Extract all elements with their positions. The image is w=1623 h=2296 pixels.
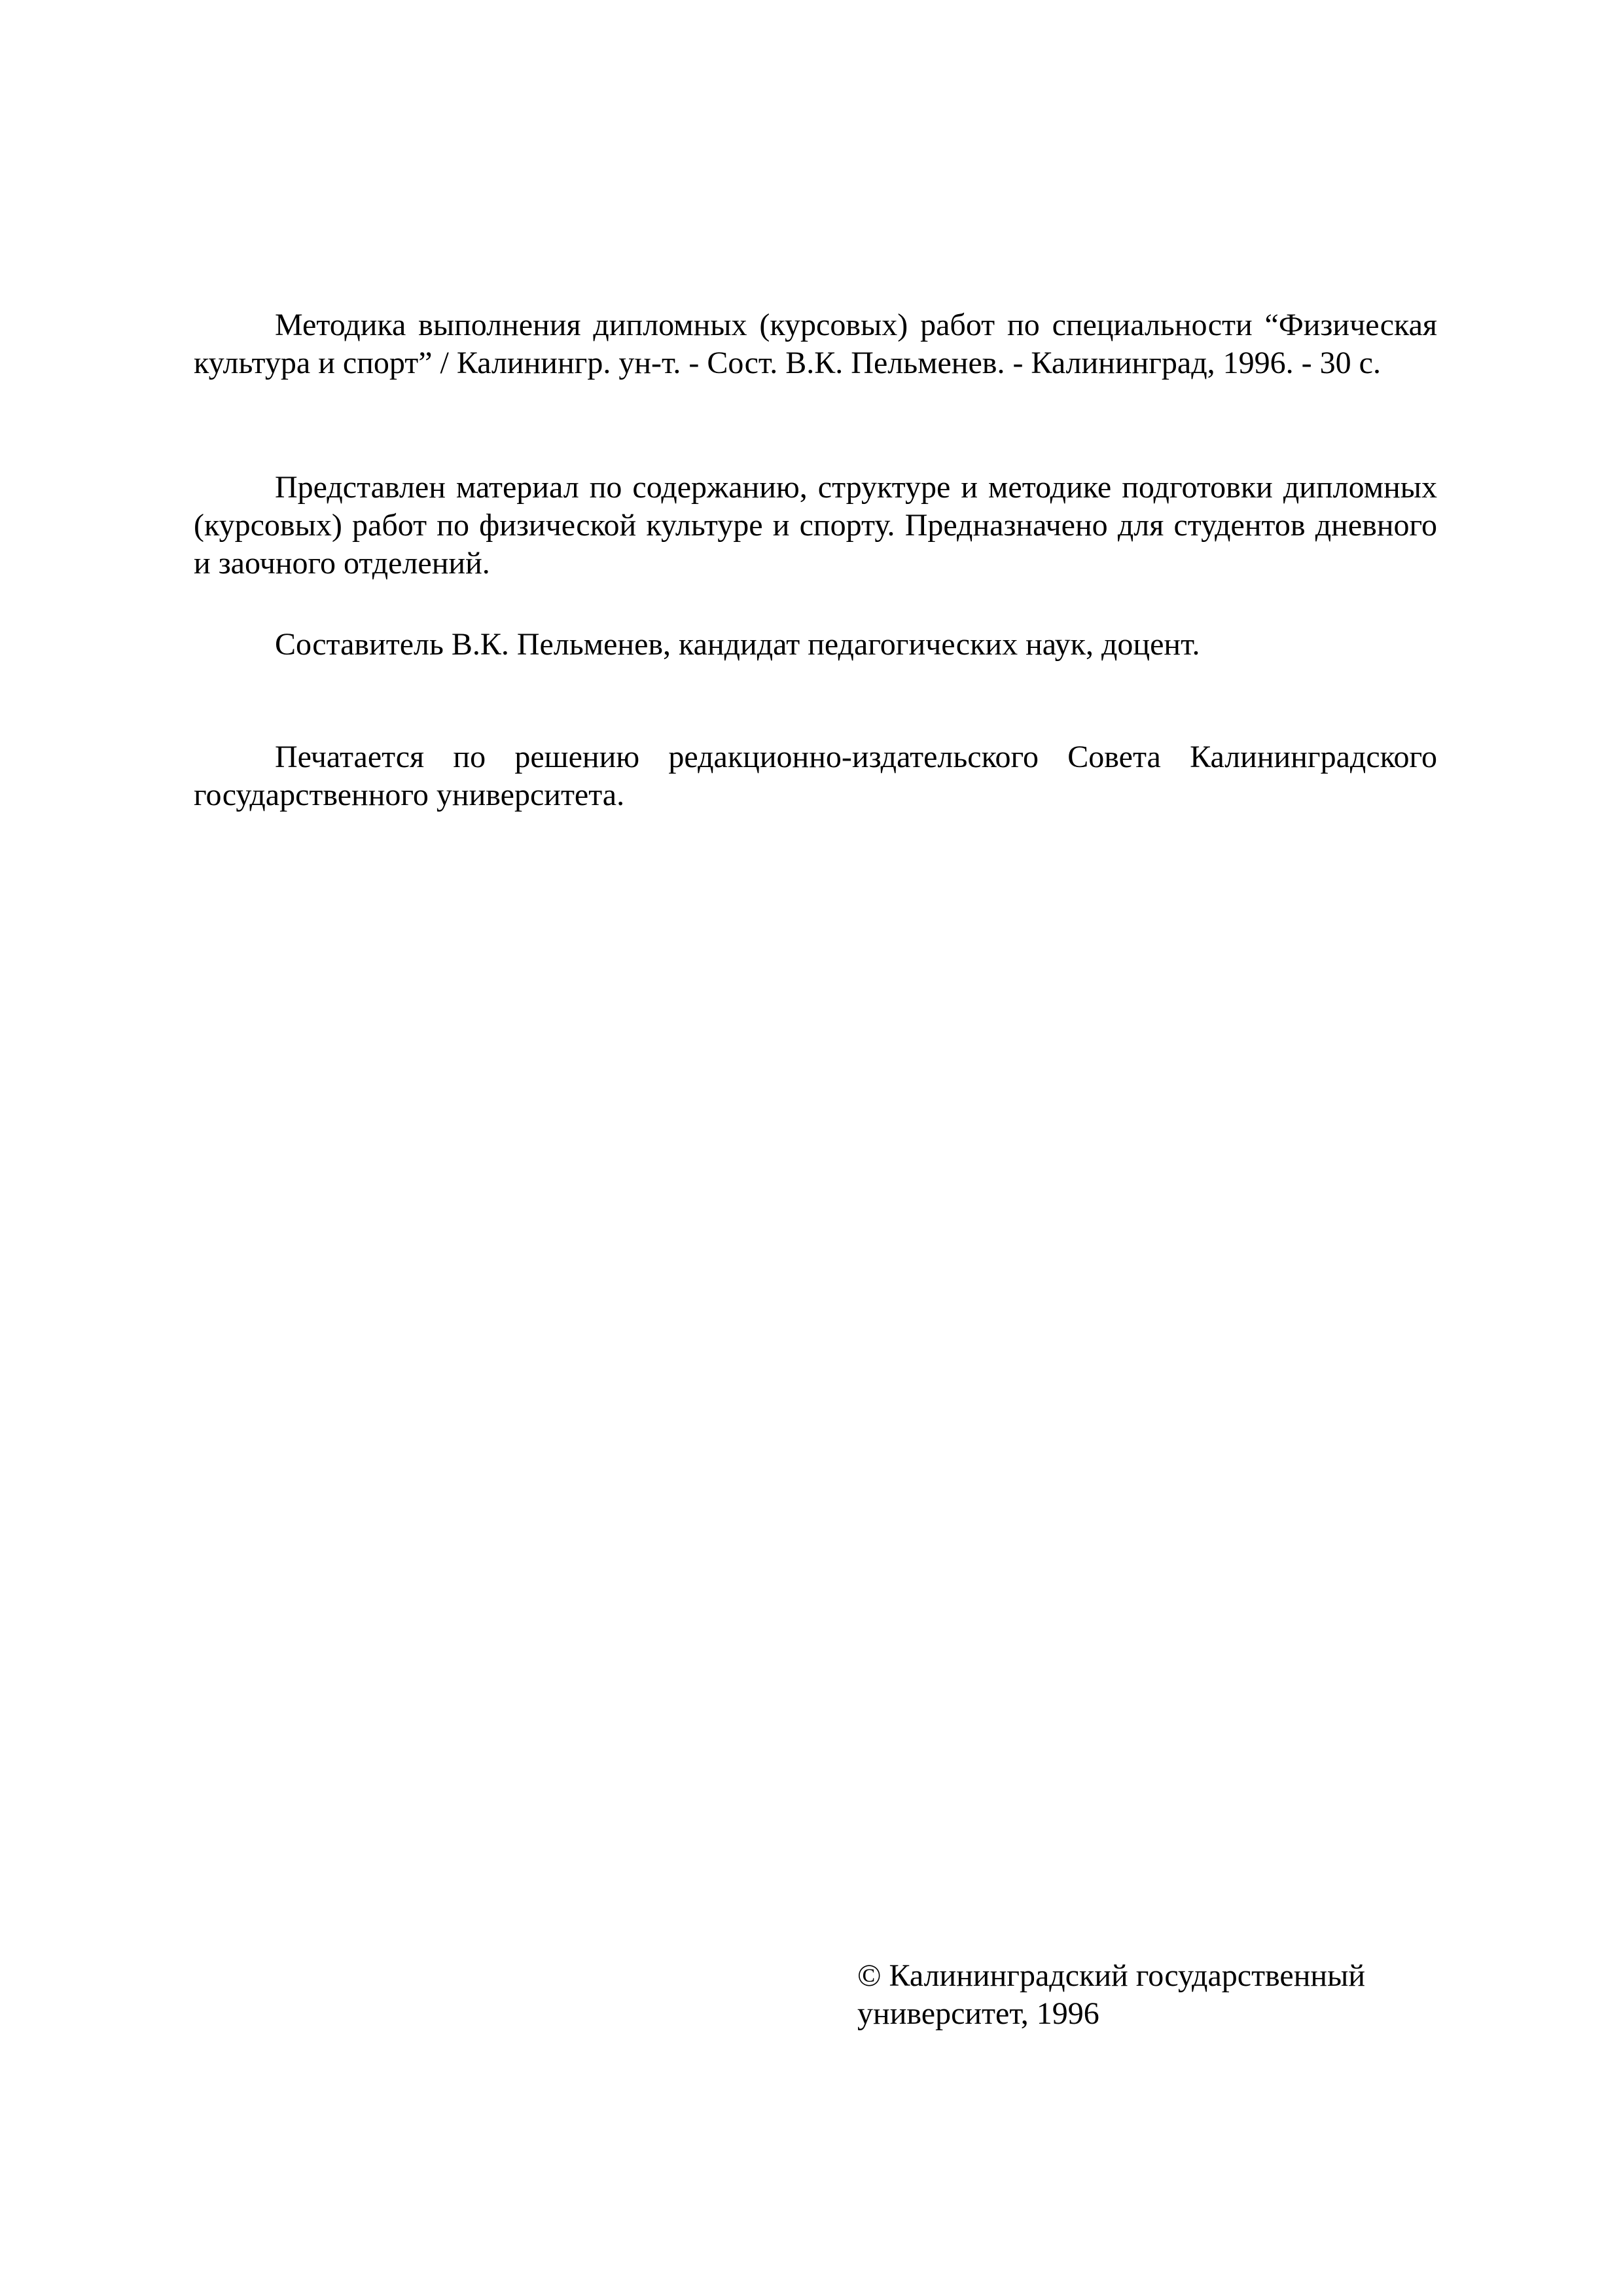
compiler-line: Составитель В.К. Пельменев, кандидат педагогических наук, доцент.: [275, 627, 1200, 662]
bibliographic-citation: Методика выполнения дипломных (курсовых) работ по специальности “Физическая культура и спорт” / Калинингр. ун-т. - Сост. В.К. Пельменев. - Калининград, 1996. - 30 с.: [194, 308, 1437, 380]
annotation-paragraph: Представлен материал по содержанию, структуре и методике подготовки дипломных (курсовых) работ по физической культуре и спорту. Предназначено для студентов дневного и заочного отделений.: [194, 470, 1437, 581]
publication-approval: Печатается по решению редакционно-издательского Совета Калининградского государственного университета.: [194, 740, 1437, 812]
copyright-notice: [857, 1957, 1446, 2033]
copyright-line-2: университет, 1996: [857, 1996, 1099, 2031]
copyright-line-1: © Калининградский государственный: [857, 1958, 1366, 1993]
